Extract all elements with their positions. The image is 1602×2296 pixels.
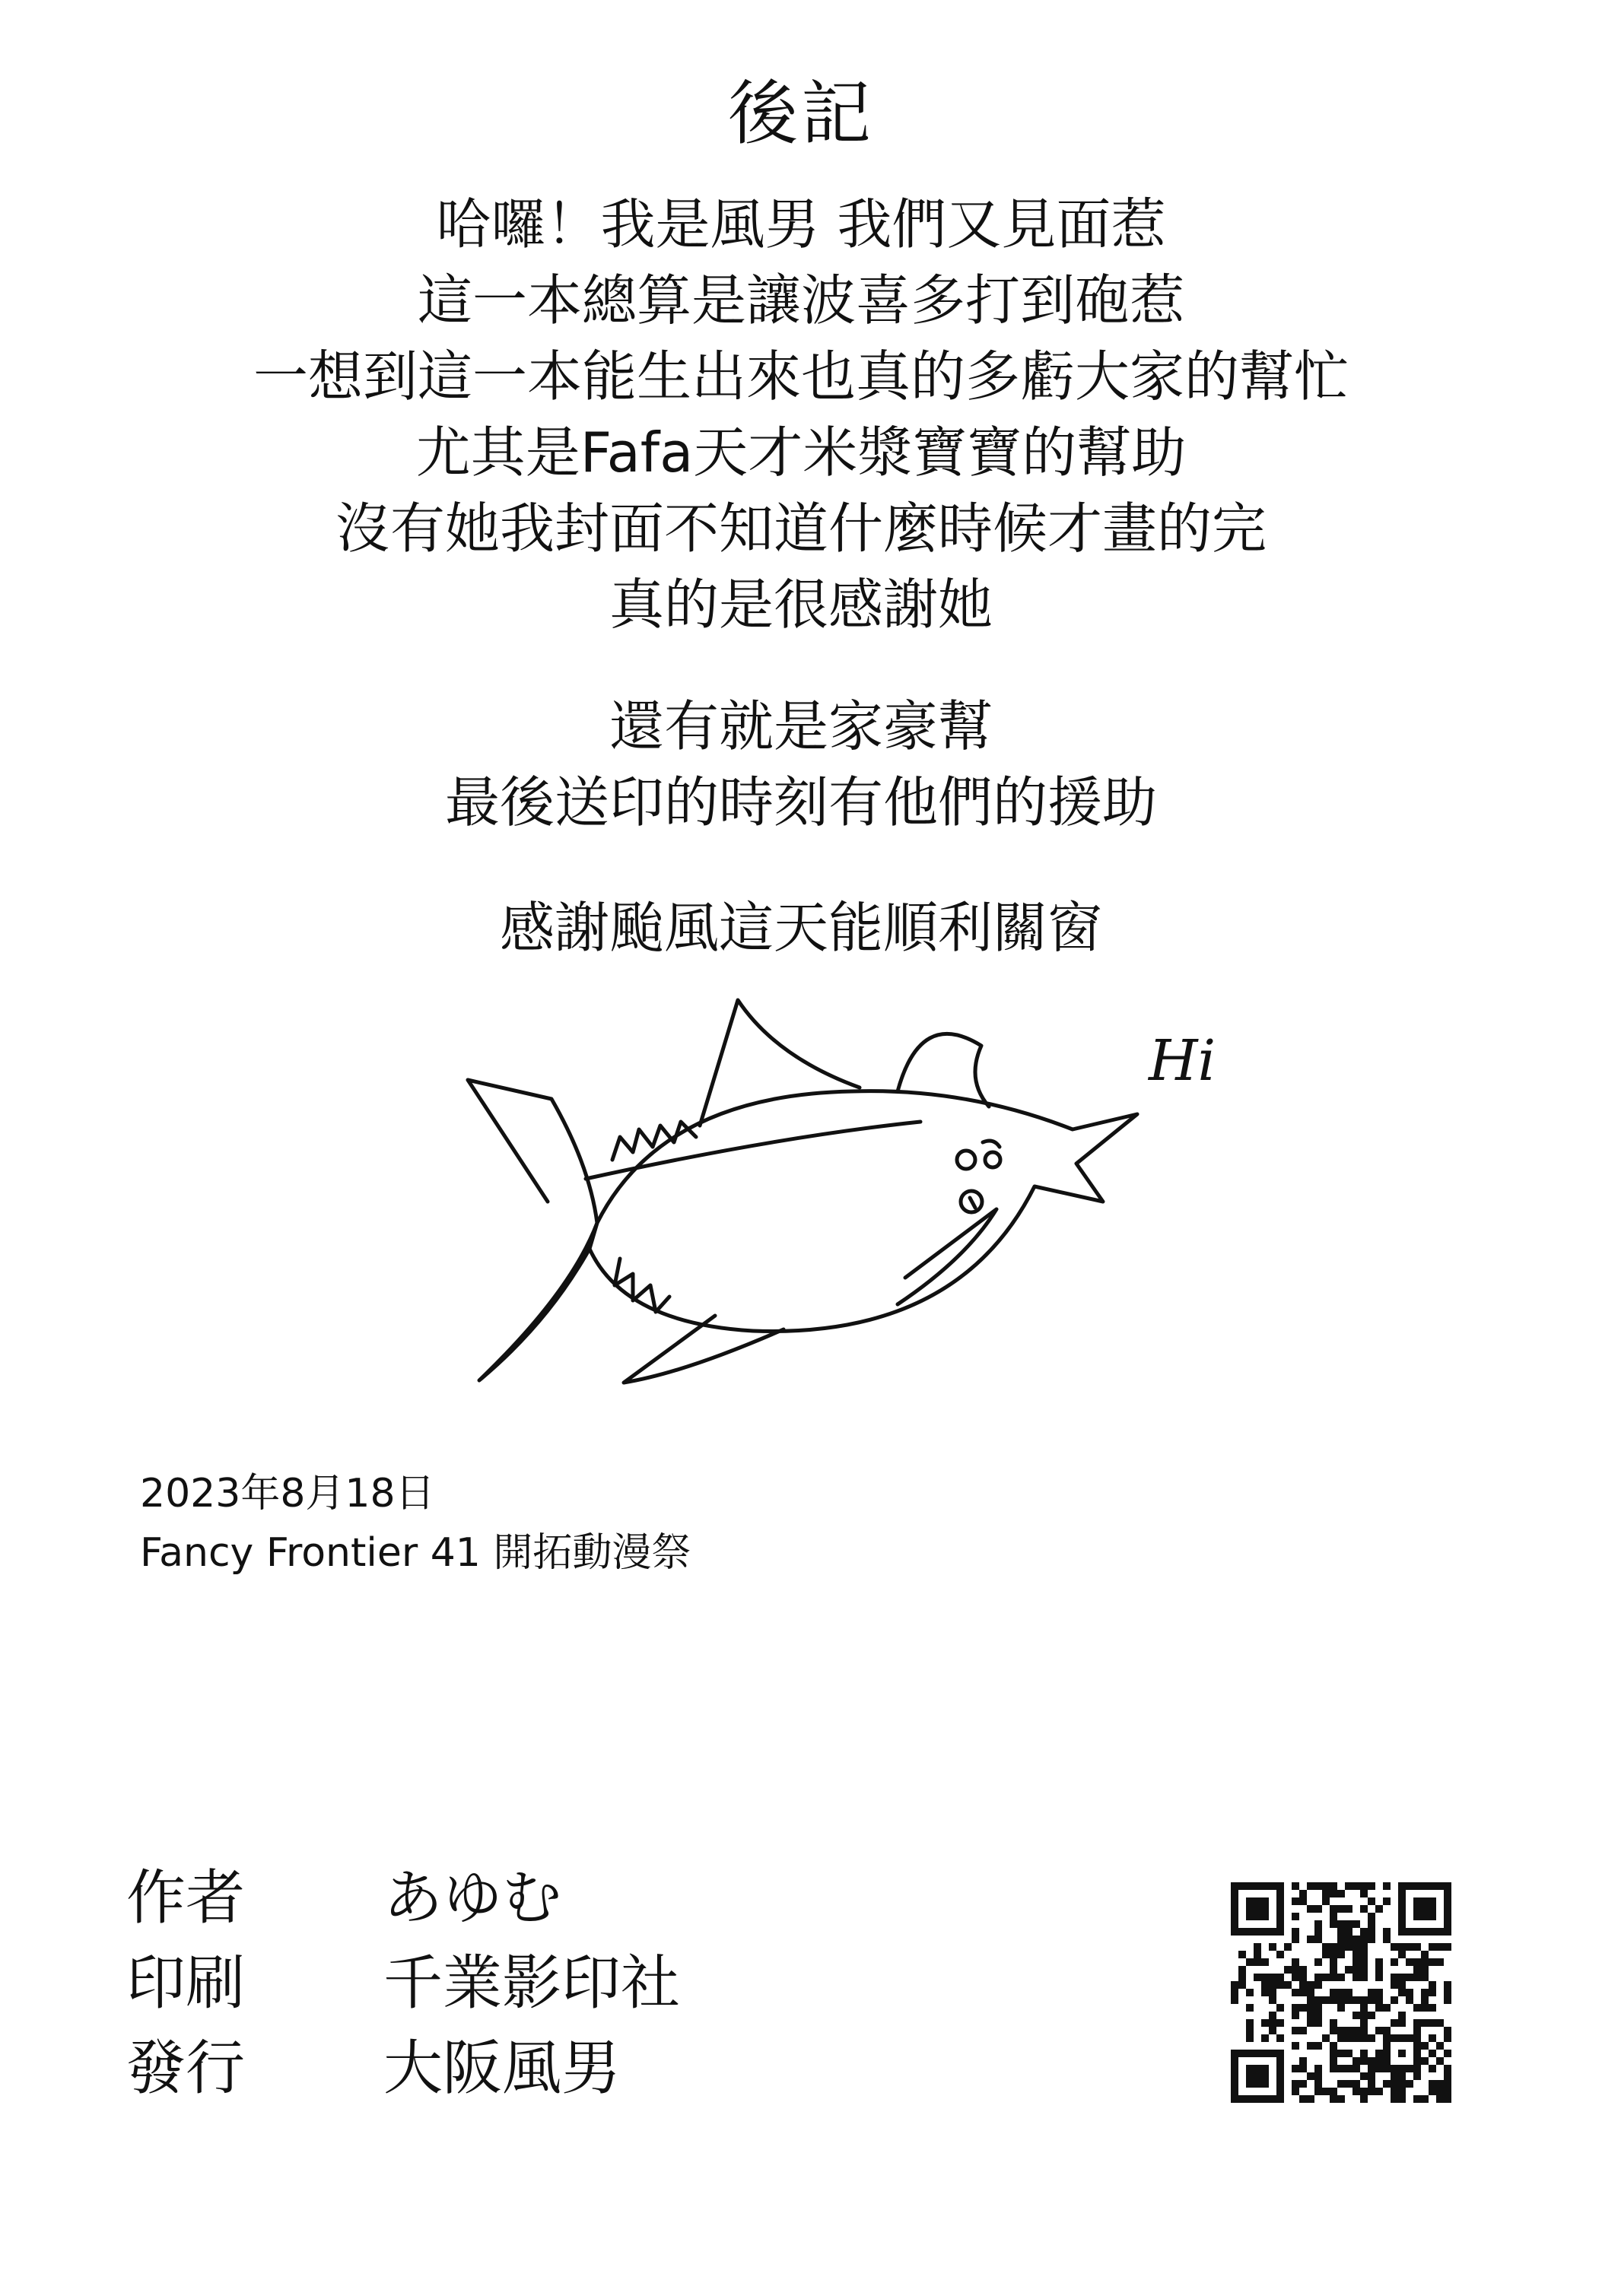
message-line: 真的是很感謝她 [609,573,993,637]
fish-brow [983,1141,1000,1147]
credit-role: 發行 [126,2034,246,2103]
colophon [140,1464,691,1583]
fish-dorsal-fin [700,1000,860,1126]
qr-code [1231,1882,1451,2103]
message-line: 最後送印的時刻有他們的援助 [444,770,1157,834]
fish-illustration [434,966,1240,1392]
message-line: 哈囉！我是風男 我們又見面惹 [436,192,1166,256]
fish-dorsal-finlets [612,1122,696,1160]
fish-nostril-mark [970,1198,975,1208]
message-line: 感謝颱風這天能順利關窗 [499,896,1102,960]
message-line: 沒有她我封面不知道什麼時候才畫的完 [335,497,1267,561]
message-line: 還有就是家豪幫 [609,694,993,758]
message-line: 一想到這一本能生出來也真的多虧大家的幫忙 [253,345,1349,408]
fish-greeting: Hi [1149,1028,1216,1094]
credit-name: 大阪風男 [383,2034,621,2103]
message-paragraph-1 [0,186,1602,643]
message-line: 這一本總算是讓波喜多打到砲惹 [417,268,1184,332]
message-paragraph-2 [0,688,1602,840]
credit-name: 千業影印社 [383,1949,681,2018]
credit-role: 作者 [126,1864,246,1932]
message-paragraph-3 [0,890,1602,966]
message-line: 尤其是Fafa天才米漿寶寶的幫助 [415,421,1187,484]
publication-date: 2023年8月18日 [140,1471,435,1516]
credit-name: あゆむ [383,1864,562,1932]
fish-pelvic-fin [624,1316,784,1383]
fish-eye-left [957,1151,975,1169]
page-title: 後記 [727,73,874,154]
event-name: Fancy Frontier 41 開拓動漫祭 [140,1530,691,1576]
fish-eye-right [985,1152,1000,1167]
fish-tail [468,1080,597,1380]
credit-role: 印刷 [126,1949,246,2018]
